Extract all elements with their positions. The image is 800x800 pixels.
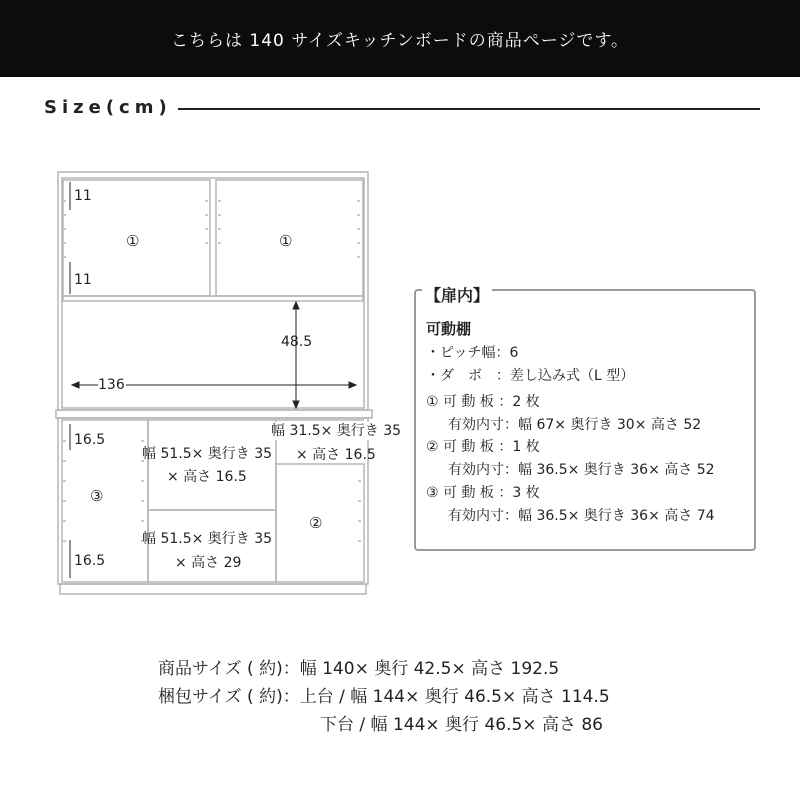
countertop [56, 410, 372, 418]
upper-right-number: ① [279, 232, 293, 250]
dim-label-upper-top: 11 [74, 188, 92, 204]
dim-label-lower-top: 16.5 [74, 432, 106, 448]
info-pitch: ・ピッチ幅：6 [426, 345, 519, 361]
drawer-bottom-line1: 幅 51.5× 奥行き 35 [142, 531, 273, 547]
dim-label-height: 48.5 [281, 334, 313, 350]
right-top-line1: 幅 31.5× 奥行き 35 [271, 423, 402, 439]
dim-label-width: 136 [98, 377, 125, 393]
upper-cabinet-outline [58, 172, 368, 410]
size-title: Size(cm) [44, 97, 172, 118]
lower-left-number: ③ [90, 487, 104, 505]
dim-label-lower-bottom: 16.5 [74, 553, 106, 569]
drawer-top [148, 420, 276, 510]
upper-left-number: ① [126, 232, 140, 250]
lower-right-number: ② [309, 514, 323, 532]
info-shelf3-dims: 有効内寸：幅 36.5× 奥行き 36× 高さ 74 [448, 508, 715, 524]
info-dowel: ・ダ ボ ：差し込み式（L 型） [426, 368, 635, 384]
product-size: 商品サイズ ( 約)：幅 140× 奥行 42.5× 高さ 192.5 [158, 659, 560, 679]
package-size-lower: 下台 / 幅 144× 奥行 46.5× 高さ 86 [320, 715, 603, 735]
info-heading: 【扉内】 [422, 283, 492, 306]
drawer-bottom-line2: × 高さ 29 [175, 555, 242, 571]
drawer-top-line1: 幅 51.5× 奥行き 35 [142, 446, 273, 462]
middle-shelf [63, 296, 363, 301]
info-shelf1-dims: 有効内寸：幅 67× 奥行き 30× 高さ 52 [448, 417, 702, 433]
banner-text: こちらは 140 サイズキッチンボードの商品ページです。 [170, 31, 629, 51]
drawer-top-line2: × 高さ 16.5 [167, 469, 247, 485]
info-shelf3-title: ③ 可 動 板 ：3 枚 [426, 485, 540, 501]
base-plinth [60, 584, 366, 594]
info-section-title: 可動棚 [426, 320, 472, 338]
package-size-upper: 梱包サイズ ( 約)：上台 / 幅 144× 奥行 46.5× 高さ 114.5 [158, 687, 610, 707]
info-shelf2-title: ② 可 動 板 ：1 枚 [426, 439, 540, 455]
right-top-line2: × 高さ 16.5 [296, 447, 376, 463]
info-shelf1-title: ① 可 動 板 ：2 枚 [426, 394, 540, 410]
dim-label-upper-bottom: 11 [74, 272, 92, 288]
info-shelf2-dims: 有効内寸：幅 36.5× 奥行き 36× 高さ 52 [448, 462, 715, 478]
